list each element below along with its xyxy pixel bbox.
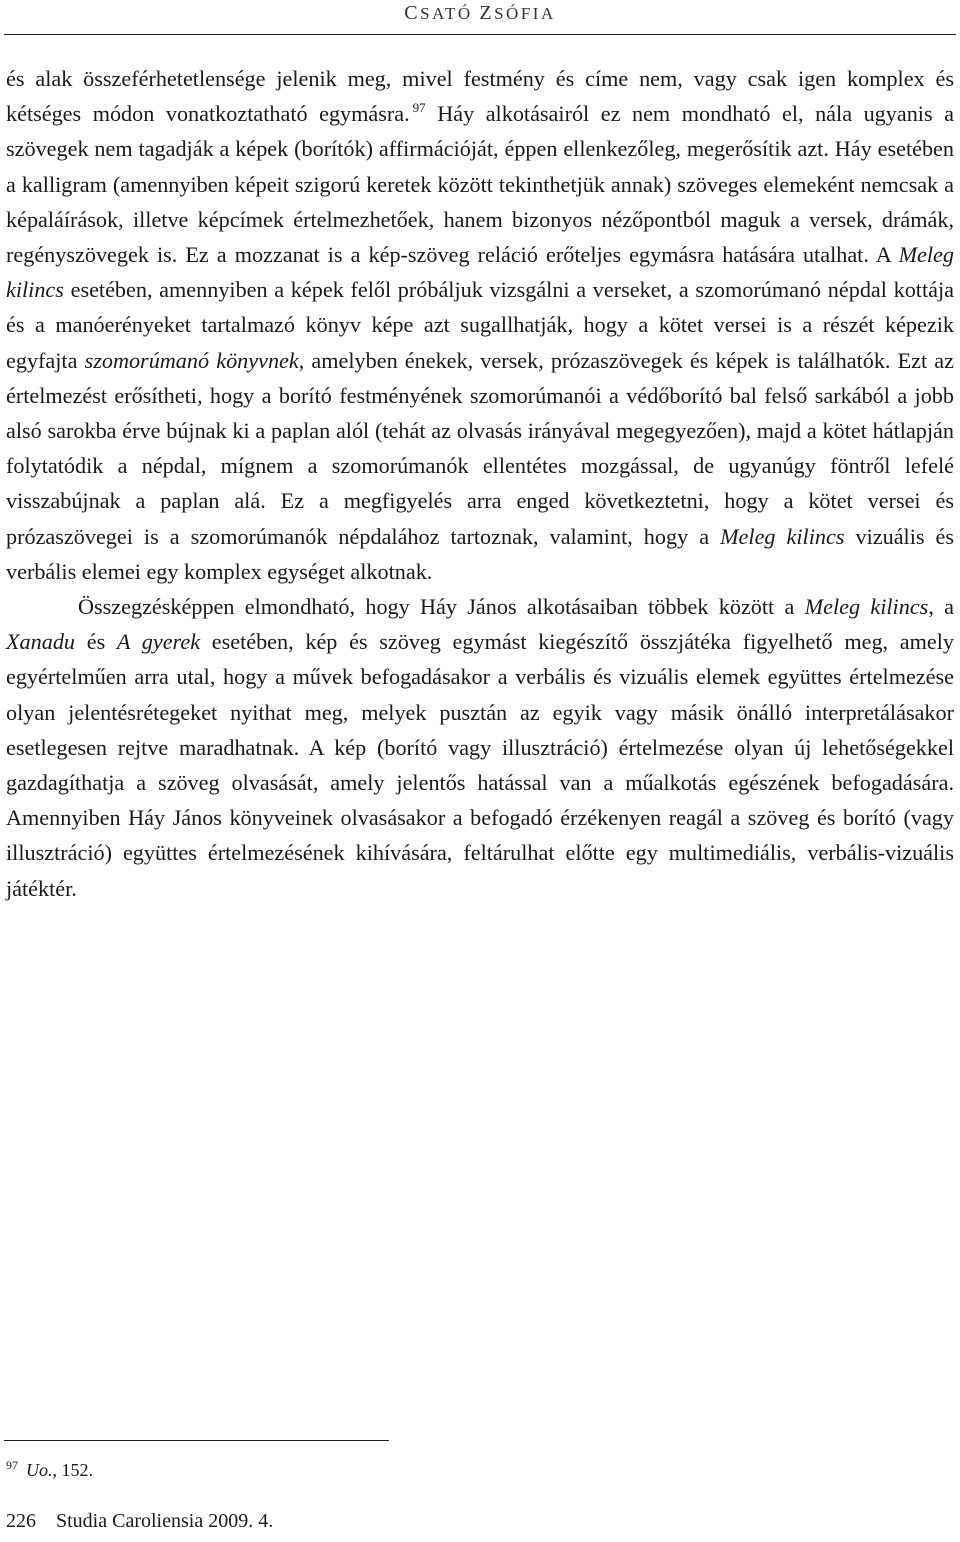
page-number: 226 (6, 1510, 36, 1532)
p1-sentence-4: , amelyben énekek, versek, prózaszövegek és képek is találhatók. Ezt az értelmezést erősítheti, hogy a borító festményének szomorúmanói a védőborító bal felső sarkából a jobb alsó sarokba érve bújnak ki a paplan alól (tehát az olvasás irányával megegyezően), majd a kötet hátlapján folytatódik a népdal, mígnem a szomorúmanók ellentétes mozgással, de ugyanúgy föntről lefelé visszabújnak a paplan alá. Ez a megfigyelés arra enged következtetni, hogy a kötet versei és prózaszövegei is a szomorúmanók népdalához tartoznak, valamint, hogy a (6, 347, 954, 549)
running-head-initial-1: C (404, 2, 421, 24)
footnote-text: , 152. (52, 1460, 93, 1480)
p2-title-meleg-kilincs: Meleg kilincs (804, 594, 929, 620)
header-divider (4, 34, 956, 35)
journal-name: Studia Caroliensia 2009. 4. (56, 1510, 274, 1532)
p1-title-meleg-kilincs: Meleg kilincs (6, 242, 954, 303)
running-head-initial-2: Z (479, 2, 495, 24)
p1-sentence-1: és alak összeférhetetlensége jelenik meg, mivel festmény és címe nem, vagy csak igen komplex és kétséges módon vonatkoztatható egymásra. (6, 66, 954, 127)
p2-title-xanadu: Xanadu (6, 629, 76, 655)
page-footer (6, 1506, 273, 1536)
p2-sentence-3: és (75, 629, 117, 655)
page-header (0, 0, 960, 36)
p2-sentence-4: esetében, kép és szöveg egymást kiegészítő összjátéka figyelhető meg, amely egyértelműen arra utal, hogy a művek befogadásakor a verbális és vizuális elemek együttes értelmezése olyan jelentésrétegeket nyithat meg, melyek pusztán az egyik vagy másik önálló interpretálásakor esetlegesen rejtve maradhatnak. A kép (borító vagy illusztráció) értelmezése olyan új lehetőségekkel gazdagíthatja a szöveg olvasását, amely jelentős hatással van a műalkotás egészének befogadására. Amennyiben Háy János könyveinek olvasásakor a befogadó érzékenyen reagál a szöveg és borító (vagy illusztráció) együttes értelmezésének kihívására, feltárulhat előtte egy multimediális, verbális-vizuális játéktér. (6, 629, 954, 901)
p1-sentence-5: vizuális és verbális elemei egy komplex egységet alkotnak. (6, 523, 955, 584)
footnote-reference[interactable]: 97 (412, 100, 426, 116)
running-head-author (0, 2, 960, 25)
footnote-number: 97 (6, 1458, 18, 1472)
footnote-divider (4, 1440, 389, 1441)
p2-title-a-gyerek: A gyerek (116, 629, 201, 655)
p1-title-szomorumano-konyv: szomorúmanó könyvnek (84, 347, 299, 373)
footnote-ref: Uo. (26, 1460, 53, 1480)
p1-title-meleg-kilincs-2: Meleg kilincs (720, 523, 845, 549)
footnote-97 (6, 1456, 93, 1484)
main-text (6, 61, 954, 906)
p1-sentence-3: esetében, amennyiben a képek felől próbáljuk vizsgálni a verseket, a szomorúmanó népdal kottája és a manóerényeket tartalmazó könyv képe azt sugallhatják, hogy a kötet versei is a részét képezik egyfajta (6, 277, 954, 373)
p1-sentence-2: Háy alkotásairól ez nem mondható el, nála ugyanis a szövegek nem tagadják a képek (borítók) affirmációját, éppen ellenkezőleg, megerősítik azt. Háy esetében a kalligram (amennyiben képeit szigorú keretek között tekinthetjük annak) szöveges elemeként nemcsak a képaláírások, illetve képcímek értelmezhetőek, hanem bizonyos nézőpontból maguk a versek, drámák, regényszövegek is. Ez a mozzanat is a kép-szöveg reláció erőteljes egymásra hatására utalhat. A (6, 101, 954, 268)
paragraph-1 (6, 61, 954, 589)
running-head-rest-1: SATÓ (420, 4, 480, 23)
p2-sentence-1: Összegzésképpen elmondható, hogy Háy János alkotásaiban többek között a (78, 594, 805, 620)
p2-sentence-2: , a (928, 594, 954, 620)
running-head-rest-2: SÓFIA (494, 4, 556, 23)
paragraph-2 (6, 589, 954, 906)
